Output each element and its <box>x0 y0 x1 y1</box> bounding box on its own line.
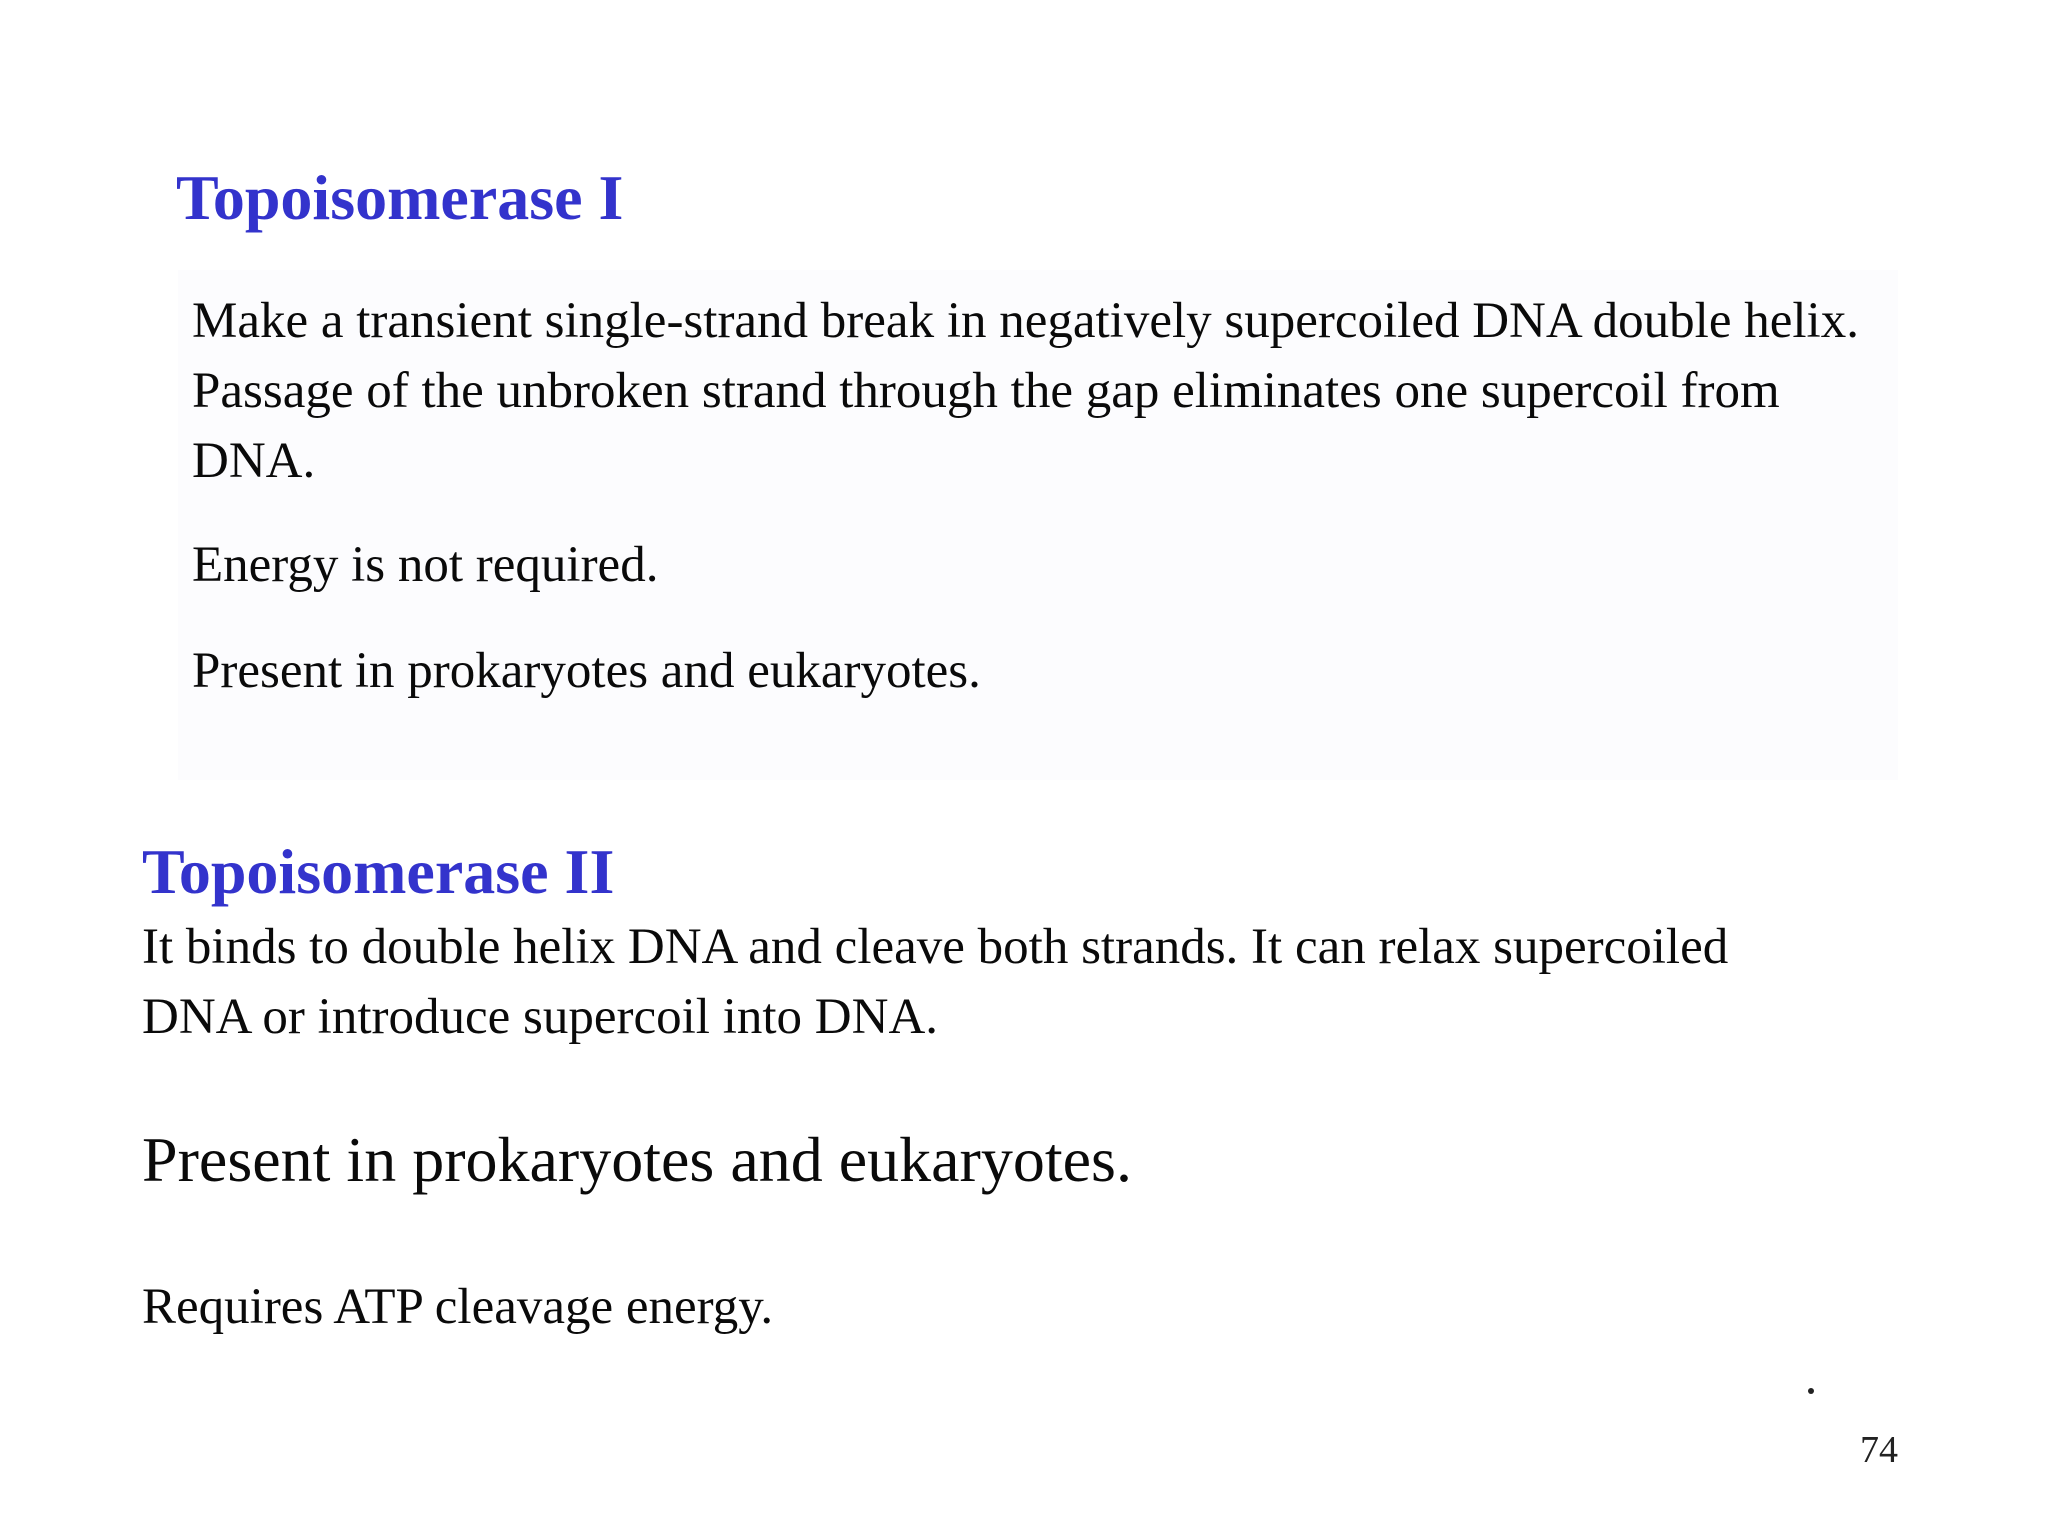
topoisomerase-one-energy: Energy is not required. <box>192 537 659 593</box>
topoisomerase-one-heading: Topoisomerase I <box>176 162 624 233</box>
topoisomerase-two-description: It binds to double helix DNA and cleave both strands. It can relax supercoiled DNA or introduce supercoil into DNA. <box>142 919 1729 1045</box>
topoisomerase-two-energy: Requires ATP cleavage energy. <box>142 1279 774 1335</box>
page-number: 74 <box>1860 1429 1898 1471</box>
topoisomerase-two-heading: Topoisomerase II <box>142 836 615 907</box>
topoisomerase-one-description: Make a transient single-strand break in negatively supercoiled DNA double helix. Passage of the unbroken strand through the gap eliminates one supercoil from DNA. <box>192 293 1859 489</box>
stray-dot <box>1808 1388 1814 1394</box>
topoisomerase-two-presence: Present in prokaryotes and eukaryotes. <box>142 1124 1132 1195</box>
topoisomerase-one-presence: Present in prokaryotes and eukaryotes. <box>192 643 981 699</box>
